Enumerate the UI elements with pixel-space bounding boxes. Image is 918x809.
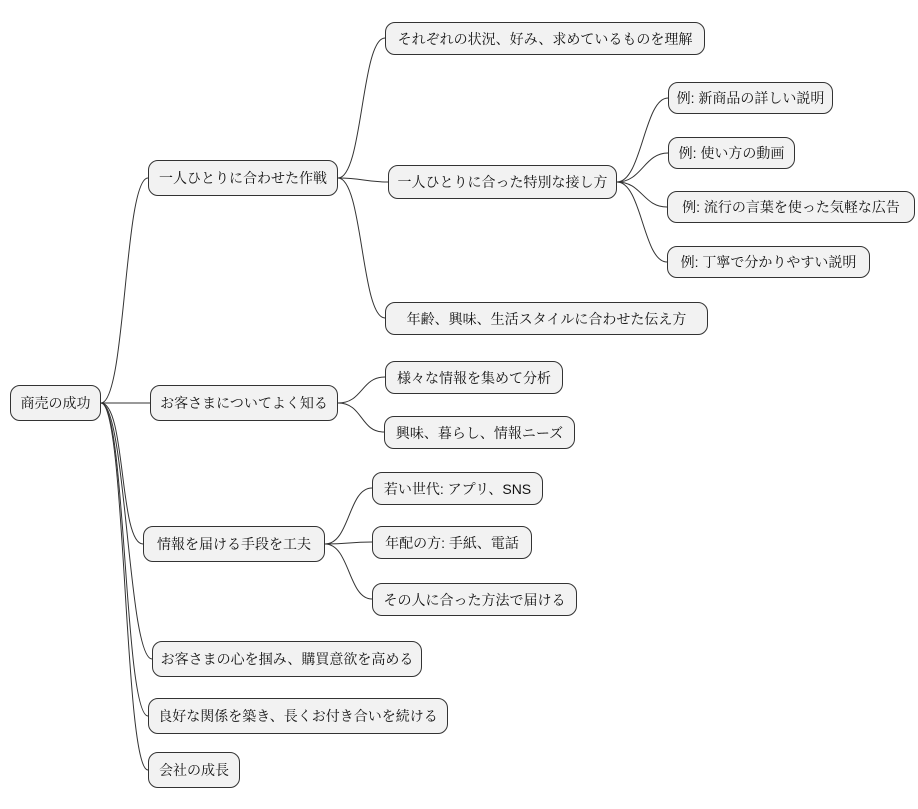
- node-build-relationships: 良好な関係を築き、長くお付き合いを続ける: [148, 698, 448, 734]
- node-young-apps-sns: 若い世代: アプリ、SNS: [372, 472, 543, 505]
- edge-root-company-growth: [101, 403, 148, 770]
- node-suitable-method: その人に合った方法で届ける: [372, 583, 577, 616]
- node-personalized-strategy: 一人ひとりに合わせた作戦: [148, 160, 338, 196]
- edge-root-build-relationships: [101, 403, 148, 716]
- edge-approach-example-video: [617, 153, 668, 182]
- node-delivery-methods: 情報を届ける手段を工夫: [143, 526, 325, 562]
- edge-know-interests-needs: [338, 403, 384, 432]
- node-age-lifestyle-messaging: 年齢、興味、生活スタイルに合わせた伝え方: [385, 302, 708, 335]
- node-example-howto-video: 例: 使い方の動画: [668, 137, 795, 169]
- edge-delivery-young: [325, 488, 372, 544]
- edge-know-collect-analyze: [338, 377, 385, 403]
- node-example-trendy-ad: 例: 流行の言葉を使った気軽な広告: [667, 191, 915, 223]
- edge-strategy-understand-needs: [338, 38, 385, 178]
- node-collect-analyze-info: 様々な情報を集めて分析: [385, 361, 563, 394]
- node-example-polite-explanation: 例: 丁寧で分かりやすい説明: [667, 246, 870, 278]
- edge-approach-example-product: [617, 98, 668, 182]
- edge-strategy-age-lifestyle: [338, 178, 385, 318]
- node-capture-hearts: お客さまの心を掴み、購買意欲を高める: [152, 641, 422, 677]
- node-know-customers: お客さまについてよく知る: [150, 385, 338, 421]
- node-interests-lifestyle-needs: 興味、暮らし、情報ニーズ: [384, 416, 575, 449]
- edge-delivery-suitable: [325, 544, 372, 599]
- node-company-growth: 会社の成長: [148, 752, 240, 788]
- node-personalized-approach: 一人ひとりに合った特別な接し方: [388, 165, 617, 199]
- node-business-success: 商売の成功: [10, 385, 101, 421]
- node-elderly-letters-calls: 年配の方: 手紙、電話: [372, 526, 532, 559]
- edge-root-personalized-strategy: [101, 178, 148, 403]
- node-understand-needs: それぞれの状況、好み、求めているものを理解: [385, 22, 705, 55]
- edge-strategy-personalized-approach: [338, 178, 388, 182]
- edge-approach-example-trendy-ad: [617, 182, 667, 207]
- node-example-product-description: 例: 新商品の詳しい説明: [668, 82, 833, 114]
